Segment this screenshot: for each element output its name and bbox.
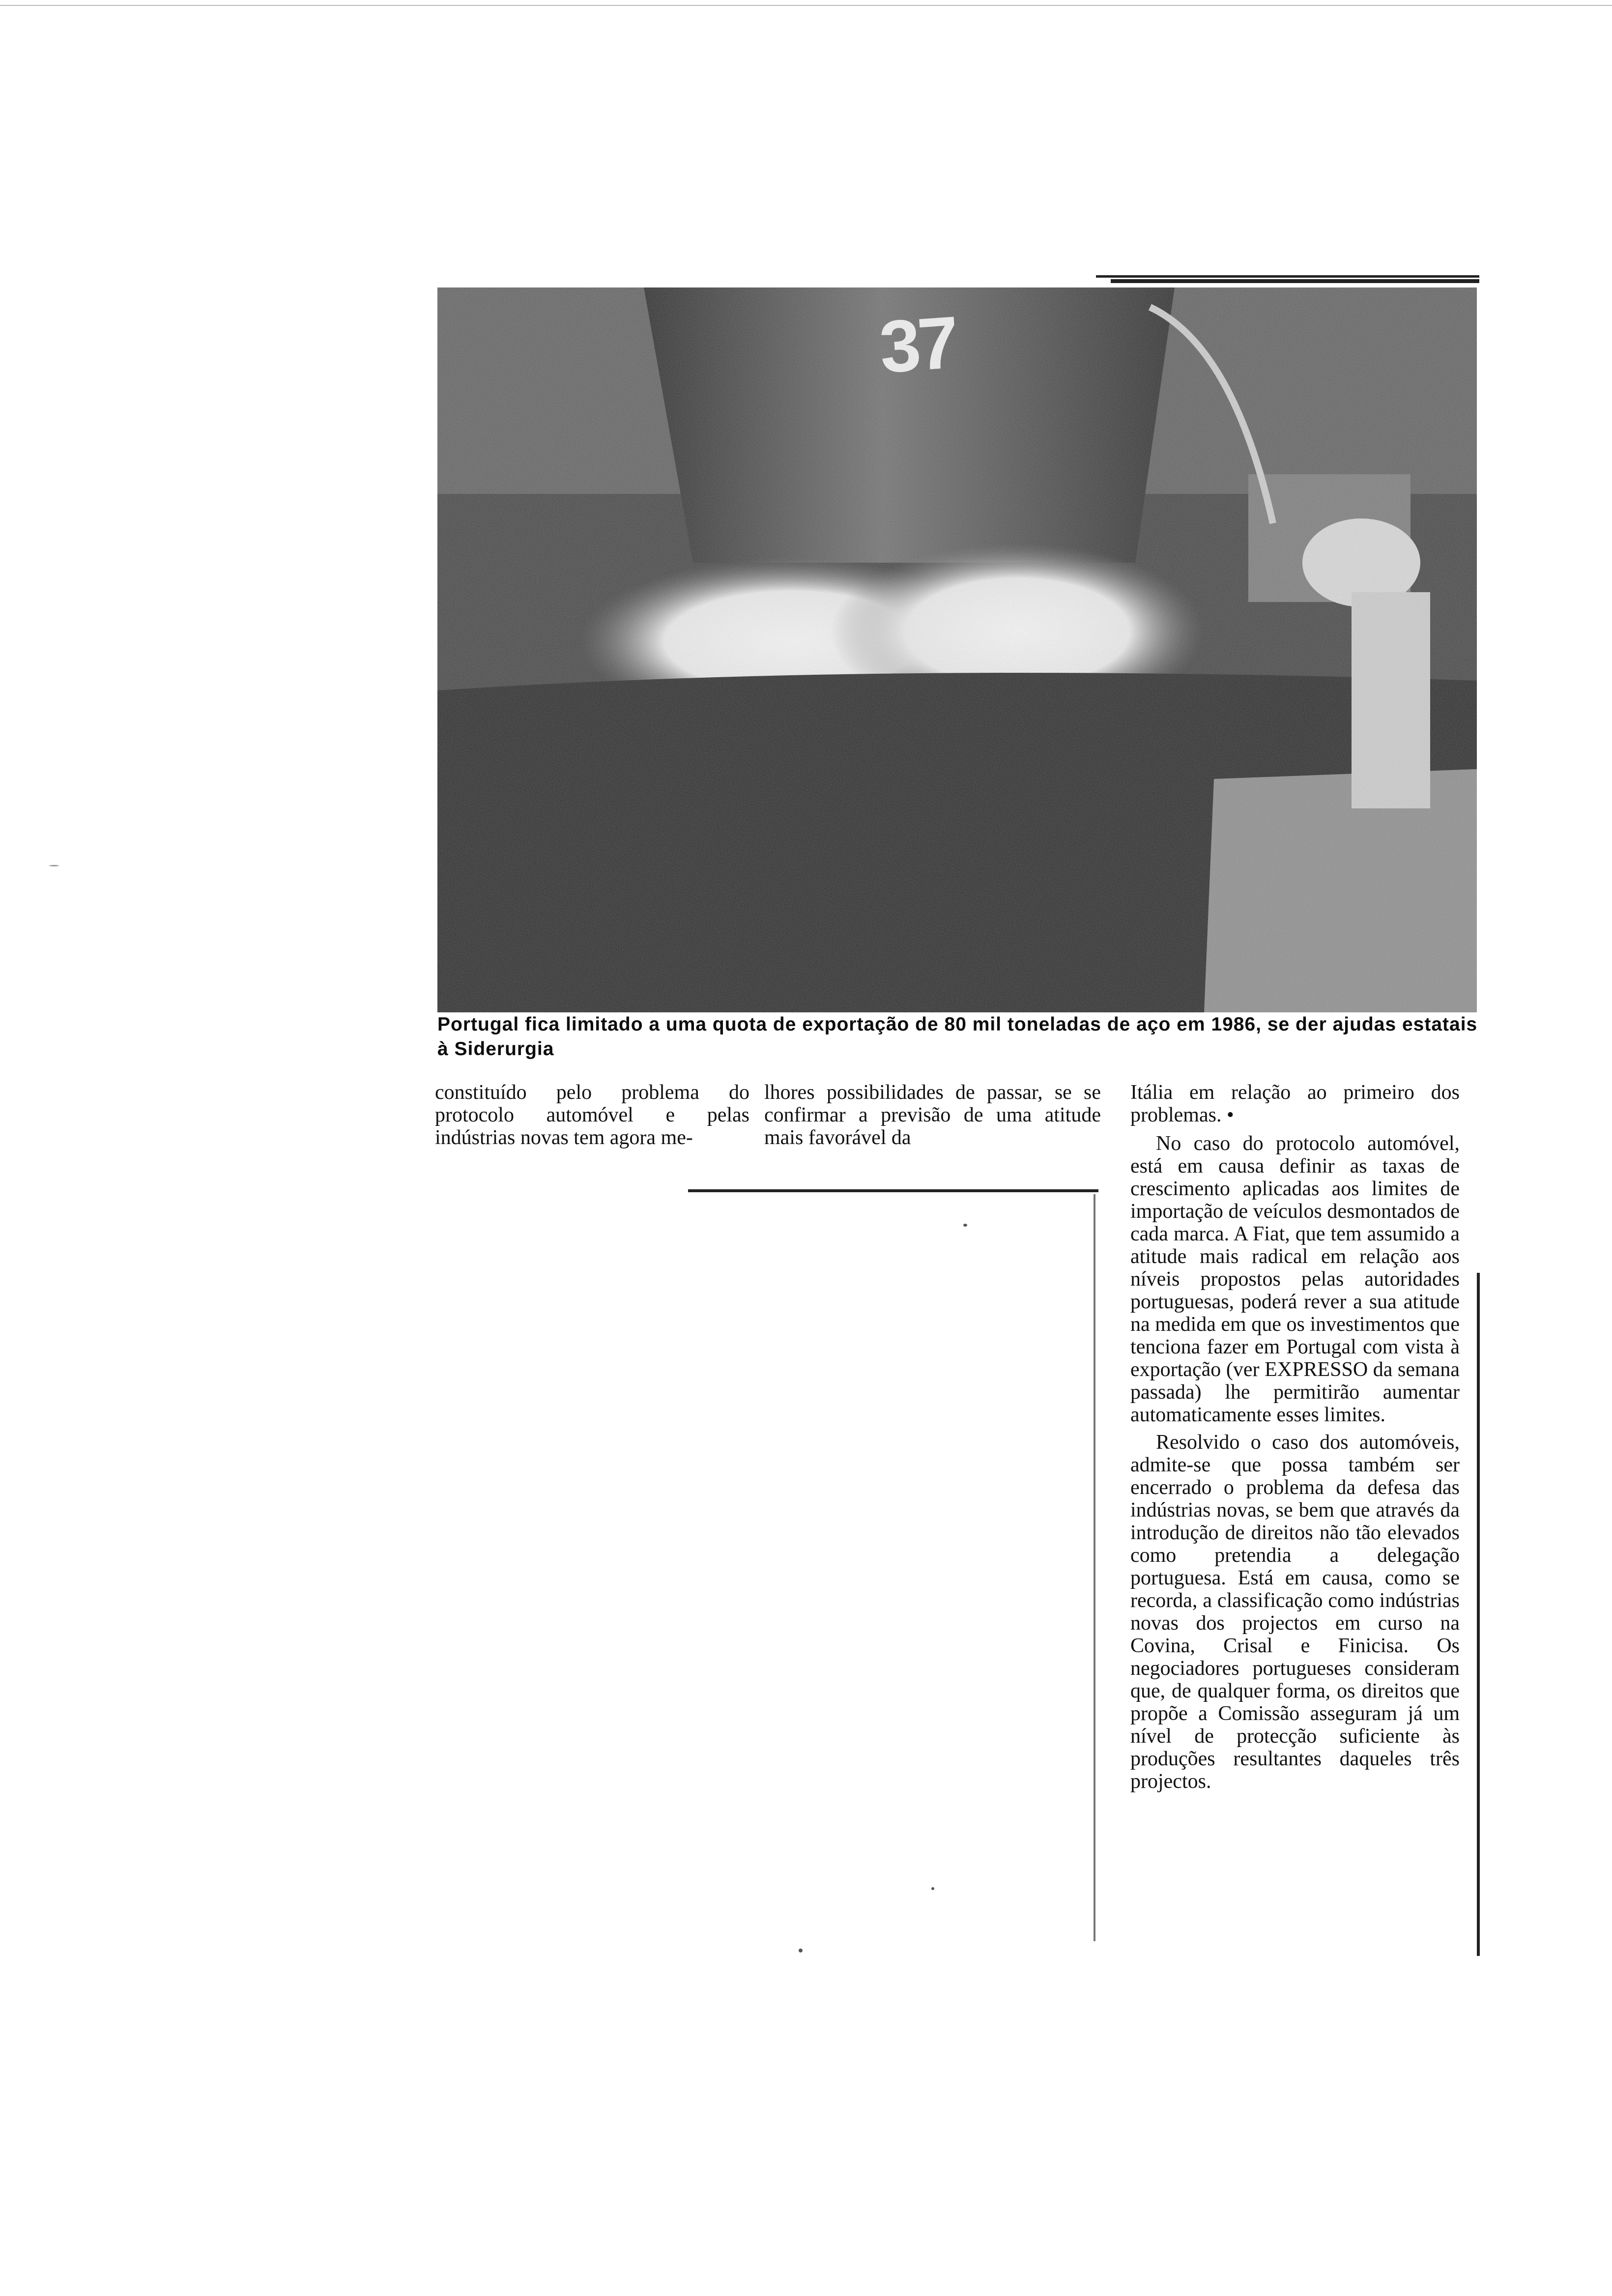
- news-photo: [437, 287, 1477, 1012]
- ladle-number-marking: 37: [877, 300, 959, 389]
- steel-ladle-photo-icon: [437, 287, 1477, 1012]
- column-cut-rule: [688, 1189, 1098, 1192]
- article-column-3: [1130, 1081, 1460, 1793]
- photo-top-rule-thick: [1111, 279, 1479, 283]
- scan-speck: [799, 1949, 803, 1952]
- column-1-text: constituído pelo problema do protocolo automóvel e pelas indústrias novas tem agora me-: [435, 1081, 749, 1149]
- right-border-rule: [1477, 1273, 1480, 1956]
- scan-speck: [49, 865, 59, 866]
- photo-top-rule: [1096, 275, 1479, 278]
- column-3-para-3: Resolvido o caso dos automóveis, admite-se que possa também ser encerrado o problema da defesa das indústrias novas, se bem que através da introdução de direitos não tão elevados como pretendia a delegação portuguesa. Está em causa, como se recorda, a classificação como indústrias novas dos projectos em curso na Covina, Crisal e Finicisa. Os negociadores portugueses consideram que, de qualquer forma, os direitos que propõe a Comissão asseguram já um nível de protecção suficiente às produções resultantes daqueles três projectos.: [1130, 1431, 1460, 1793]
- clipping-edge-vertical: [1094, 1194, 1095, 1941]
- scan-artifact-top: [0, 5, 1612, 6]
- scan-speck: [931, 1887, 934, 1890]
- column-3-para-1: Itália em relação ao primeiro dos problemas. •: [1130, 1081, 1460, 1126]
- article-column-1: [435, 1081, 749, 1149]
- column-3-para-2: No caso do protocolo automóvel, está em causa definir as taxas de crescimento aplicadas aos limites de importação de veículos desmontados de cada marca. A Fiat, que tem assumido a atitude mais radical em relação aos níveis propostos pelas autoridades portuguesas, poderá rever a sua atitude na medida em que os investimentos que tenciona fazer em Portugal com vista à exportação (ver EXPRESSO da semana passada) lhe permitirão aumentar automaticamente esses limites.: [1130, 1132, 1460, 1426]
- scan-speck: [963, 1224, 967, 1227]
- article-column-2: [764, 1081, 1101, 1149]
- column-2-text: lhores possibilidades de passar, se se confirmar a previsão de uma atitude mais favorável da: [764, 1081, 1101, 1149]
- photo-caption: Portugal fica limitado a uma quota de exportação de 80 mil toneladas de aço em 1986, se der ajudas estatais à Siderurgia: [437, 1014, 1478, 1060]
